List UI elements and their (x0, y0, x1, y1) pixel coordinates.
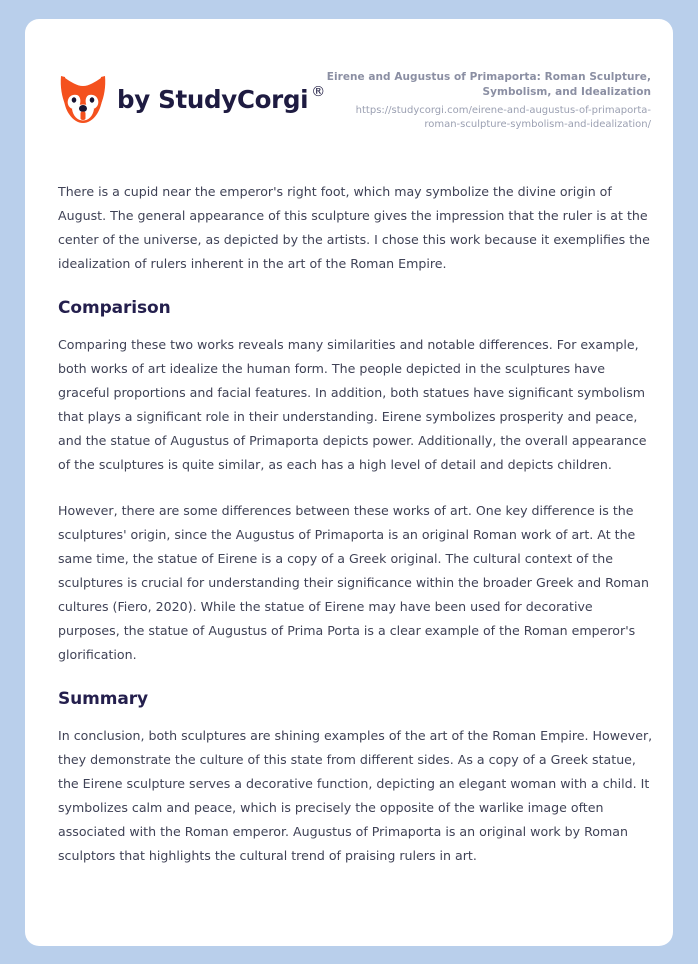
document-body (25, 132, 673, 868)
comparison-paragraph-1: Comparing these two works reveals many similarities and notable differences. For example, both works of art idealize the human form. The people depicted in the sculptures have graceful proportions and facial features. In addition, both statues have significant symbolism that plays a significant role in their understanding. Eirene symbolizes prosperity and peace, and the statue of Augustus of Primaporta depicts power. Additionally, the overall appearance of the sculptures is quite similar, as each has a high level of detail and depicts children. (58, 337, 647, 473)
brand-name: by StudyCorgi (117, 84, 309, 114)
document-title: Eirene and Augustus of Primaporta: Roman Sculpture, Symbolism, and Idealization (326, 71, 651, 98)
comparison-paragraph-2: However, there are some differences between these works of art. One key difference is the sculptures' origin, since the Augustus of Primaporta is an original Roman work of art. At the same time, the statue of Eirene is a copy of a Greek original. The cultural context of the sculptures is crucial for understanding their significance within the broader Greek and Roman cultures (Fiero, 2020). While the statue of Eirene may have been used for decorative purposes, the statue of Augustus of Prima Porta is a clear example of the Roman emperor's glorification. (58, 503, 649, 663)
document-card (25, 19, 673, 946)
document-header (25, 19, 673, 132)
registered-trademark-icon: ® (311, 83, 326, 100)
section-heading-summary: Summary (58, 689, 149, 710)
section-heading-comparison: Comparison (58, 298, 171, 319)
header-meta (325, 66, 651, 132)
document-source-url[interactable]: https://studycorgi.com/eirene-and-augustus-of-primaporta-roman-sculpture-symbolism-and-idealization/ (355, 104, 651, 130)
brand-wordmark (117, 83, 326, 114)
summary-paragraph-1: In conclusion, both sculptures are shining examples of the art of the Roman Empire. However, they demonstrate the culture of this state from different sides. As a copy of a Greek statue, the Eirene sculpture serves a decorative function, depicting an elegant woman with a child. It symbolizes calm and peace, which is precisely the opposite of the warlike image often associated with the Roman emperor. Augustus of Primaporta is an original work by Roman sculptors that highlights the cultural trend of praising rulers in art. (58, 728, 653, 864)
corgi-logo-icon (58, 74, 108, 126)
brand-block[interactable] (58, 66, 325, 126)
intro-paragraph: There is a cupid near the emperor's right foot, which may symbolize the divine origin of August. The general appearance of this sculpture gives the impression that the ruler is at the center of the universe, as depicted by the artists. I chose this work because it exemplifies the idealization of rulers inherent in the art of the Roman Empire. (58, 184, 650, 272)
